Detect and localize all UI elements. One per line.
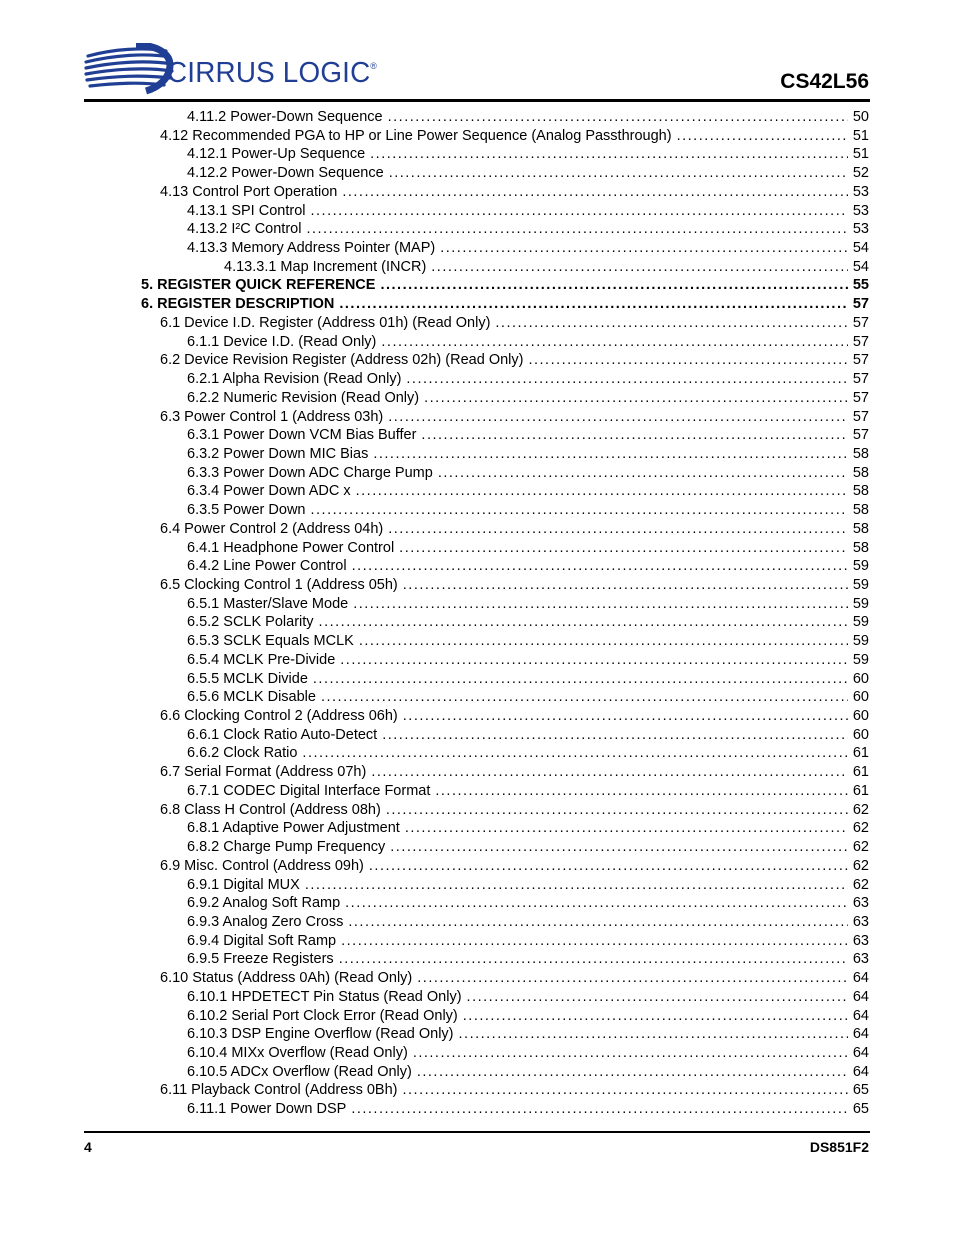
toc-dot-leader <box>321 688 848 706</box>
toc-entry-page: 58 <box>852 539 869 556</box>
toc-entry-page: 64 <box>852 1026 869 1043</box>
toc-dot-leader <box>353 595 848 613</box>
toc-entry[interactable] <box>187 144 869 163</box>
toc-dot-leader <box>306 220 848 238</box>
toc-entry-page: 54 <box>852 240 869 257</box>
toc-entry[interactable] <box>187 669 869 688</box>
toc-entry[interactable] <box>187 1024 869 1043</box>
toc-dot-leader <box>359 632 848 650</box>
toc-entry-page: 51 <box>852 127 869 144</box>
toc-entry-label: 6.10.2 Serial Port Clock Error (Read Only) <box>187 1007 458 1024</box>
toc-dot-leader <box>463 1007 848 1025</box>
toc-dot-leader <box>421 426 848 444</box>
toc-entry-label: 6.5 Clocking Control 1 (Address 05h) <box>160 577 398 593</box>
toc-dot-leader <box>369 857 848 875</box>
toc-entry-page: 59 <box>852 633 869 650</box>
toc-entry-page: 63 <box>852 895 869 912</box>
toc-dot-leader <box>319 613 848 631</box>
toc-entry[interactable] <box>141 294 869 313</box>
toc-entry-page: 60 <box>852 689 869 706</box>
toc-entry-label: 6.6 Clocking Control 2 (Address 06h) <box>160 708 398 725</box>
toc-dot-leader <box>438 464 848 482</box>
toc-entry-label: 6.11 Playback Control (Address 0Bh) <box>160 1082 398 1099</box>
toc-entry-label: 6.6.2 Clock Ratio <box>187 745 298 762</box>
toc-entry[interactable] <box>187 837 869 856</box>
toc-entry[interactable] <box>187 594 869 613</box>
toc-entry-page: 59 <box>852 651 869 668</box>
toc-dot-leader <box>495 314 848 332</box>
toc-entry-label: 4.13.1 SPI Control <box>187 202 306 219</box>
toc-entry-page: 64 <box>852 1007 869 1024</box>
toc-entry-page: 62 <box>852 801 869 818</box>
toc-dot-leader <box>370 145 848 163</box>
toc-entry-page: 57 <box>852 371 869 388</box>
toc-entry[interactable] <box>187 538 869 557</box>
toc-entry[interactable] <box>187 481 869 500</box>
toc-entry-label: 6.4.2 Line Power Control <box>187 558 347 575</box>
toc-entry-page: 58 <box>852 483 869 500</box>
toc-entry[interactable] <box>141 275 869 294</box>
toc-entry-page: 61 <box>852 782 869 799</box>
toc-entry-page: 50 <box>852 109 869 125</box>
toc-dot-leader <box>435 782 848 800</box>
toc-dot-leader <box>386 801 848 819</box>
toc-entry-page: 59 <box>852 595 869 612</box>
toc-entry[interactable] <box>160 762 869 781</box>
toc-entry-page: 59 <box>852 614 869 631</box>
toc-entry[interactable] <box>187 1006 869 1025</box>
toc-entry-label: 4.13 Control Port Operation <box>160 183 338 200</box>
toc-entry-page: 60 <box>852 726 869 743</box>
toc-entry-page: 55 <box>852 277 869 294</box>
toc-entry[interactable] <box>187 388 869 407</box>
toc-entry-page: 51 <box>852 146 869 163</box>
toc-entry-page: 57 <box>852 314 869 331</box>
toc-entry[interactable] <box>187 425 869 444</box>
page-number: 4 <box>84 1139 92 1155</box>
toc-entry[interactable] <box>187 781 869 800</box>
toc-entry-label: 6.5.6 MCLK Disable <box>187 689 316 706</box>
toc-entry-label: 6.8 Class H Control (Address 08h) <box>160 801 381 818</box>
toc-entry-label: 6.5.3 SCLK Equals MCLK <box>187 633 354 650</box>
toc-entry-label: 6.10.3 DSP Engine Overflow (Read Only) <box>187 1026 454 1043</box>
toc-dot-leader <box>389 164 848 182</box>
toc-entry[interactable] <box>160 182 869 201</box>
toc-entry-label: 4.12.1 Power-Up Sequence <box>187 146 366 163</box>
toc-dot-leader <box>431 258 848 276</box>
toc-entry[interactable] <box>187 1043 869 1062</box>
toc-entry-label: 6.10.5 ADCx Overflow (Read Only) <box>187 1063 412 1080</box>
toc-entry[interactable] <box>160 313 869 332</box>
toc-entry-page: 64 <box>852 1045 869 1061</box>
toc-entry-page: 63 <box>852 932 869 949</box>
toc-entry-label: 6.4 Power Control 2 (Address 04h) <box>160 520 384 537</box>
toc-entry-page: 57 <box>852 427 869 444</box>
toc-entry-label: 6.9.4 Digital Soft Ramp <box>187 932 337 949</box>
toc-entry[interactable] <box>187 912 869 931</box>
toc-entry-label: 6. REGISTER DESCRIPTION <box>141 296 335 313</box>
toc-entry[interactable] <box>187 818 869 837</box>
toc-entry-label: 6.3.1 Power Down VCM Bias Buffer <box>187 427 417 444</box>
toc-entry[interactable] <box>160 575 869 594</box>
toc-dot-leader <box>352 557 848 575</box>
toc-dot-leader <box>351 1100 848 1118</box>
toc-entry-page: 61 <box>852 745 869 762</box>
toc-entry-label: 4.12 Recommended PGA to HP or Line Power Sequence (Analog Passthrough) <box>160 127 672 144</box>
toc-dot-leader <box>356 482 848 500</box>
toc-entry-label: 6.7 Serial Format (Address 07h) <box>160 764 367 781</box>
document-title: CS42L56 <box>780 70 869 93</box>
toc-entry-label: 6.8.1 Adaptive Power Adjustment <box>187 820 400 837</box>
toc-entry-page: 58 <box>852 464 869 481</box>
toc-entry-label: 6.10 Status (Address 0Ah) (Read Only) <box>160 970 413 987</box>
toc-dot-leader <box>371 763 848 781</box>
toc-entry-label: 6.5.5 MCLK Divide <box>187 670 308 687</box>
toc-entry[interactable] <box>160 968 869 987</box>
toc-dot-leader <box>388 108 848 126</box>
toc-entry-label: 6.5.1 Master/Slave Mode <box>187 595 349 612</box>
toc-entry[interactable] <box>187 444 869 463</box>
toc-entry-page: 65 <box>852 1082 869 1099</box>
toc-dot-leader <box>417 1063 848 1081</box>
toc-entry-page: 57 <box>852 296 869 313</box>
toc-dot-leader <box>342 183 848 201</box>
toc-dot-leader <box>440 239 848 257</box>
toc-dot-leader <box>403 576 848 594</box>
toc-entry-page: 57 <box>852 352 869 369</box>
toc-entry-page: 58 <box>852 445 869 462</box>
toc-entry[interactable] <box>160 407 869 426</box>
toc-entry-label: 6.2 Device Revision Register (Address 02h) (Read Only) <box>160 352 524 369</box>
toc-entry[interactable] <box>160 126 869 145</box>
toc-entry[interactable] <box>187 931 869 950</box>
toc-entry-label: 6.7.1 CODEC Digital Interface Format <box>187 782 431 799</box>
toc-entry[interactable] <box>160 800 869 819</box>
toc-dot-leader <box>339 950 848 968</box>
toc-entry[interactable] <box>187 219 869 238</box>
toc-entry-page: 63 <box>852 913 869 930</box>
toc-entry-label: 6.9.5 Freeze Registers <box>187 951 334 968</box>
toc-entry[interactable] <box>160 350 869 369</box>
toc-entry-label: 6.5.4 MCLK Pre-Divide <box>187 651 336 668</box>
toc-entry-page: 54 <box>852 258 869 275</box>
toc-dot-leader <box>382 726 848 744</box>
toc-entry-label: 6.3.5 Power Down <box>187 502 306 519</box>
toc-entry[interactable] <box>187 556 869 575</box>
brand-wordmark <box>167 57 377 90</box>
toc-dot-leader <box>467 988 848 1006</box>
toc-entry[interactable] <box>187 612 869 631</box>
toc-entry[interactable] <box>187 949 869 968</box>
toc-dot-leader <box>677 127 848 145</box>
toc-dot-leader <box>528 351 848 369</box>
toc-entry-page: 62 <box>852 876 869 893</box>
toc-entry-page: 63 <box>852 951 869 968</box>
toc-dot-leader <box>341 932 848 950</box>
toc-entry[interactable] <box>187 687 869 706</box>
toc-entry-page: 61 <box>852 764 869 781</box>
toc-entry[interactable] <box>187 987 869 1006</box>
toc-entry-page: 57 <box>852 389 869 406</box>
toc-dot-leader <box>459 1025 848 1043</box>
toc-dot-leader <box>373 445 848 463</box>
toc-dot-leader <box>424 389 848 407</box>
toc-dot-leader <box>388 408 848 426</box>
toc-dot-leader <box>403 707 848 725</box>
toc-entry-page: 53 <box>852 183 869 200</box>
toc-entry-label: 6.10.4 MIXx Overflow (Read Only) <box>187 1045 408 1061</box>
toc-entry-label: 6.1 Device I.D. Register (Address 01h) (Read Only) <box>160 314 491 331</box>
toc-entry-label: 4.12.2 Power-Down Sequence <box>187 165 384 182</box>
toc-entry-page: 58 <box>852 520 869 537</box>
toc-dot-leader <box>390 838 848 856</box>
toc-entry[interactable] <box>187 631 869 650</box>
toc-entry[interactable] <box>187 1062 869 1081</box>
toc-entry-page: 59 <box>852 577 869 593</box>
toc-entry-label: 6.5.2 SCLK Polarity <box>187 614 314 631</box>
toc-entry-page: 53 <box>852 221 869 238</box>
toc-dot-leader <box>340 651 848 669</box>
document-id: DS851F2 <box>809 1139 869 1155</box>
toc-dot-leader <box>348 913 848 931</box>
toc-entry-label: 6.9.2 Analog Soft Ramp <box>187 895 341 912</box>
toc-entry[interactable] <box>187 893 869 912</box>
toc-dot-leader <box>345 894 848 912</box>
registered-mark: ® <box>370 61 377 71</box>
toc-entry[interactable] <box>187 107 869 126</box>
toc-dot-leader <box>413 1044 848 1062</box>
toc-entry-label: 6.11.1 Power Down DSP <box>187 1101 347 1118</box>
toc-dot-leader <box>310 501 848 519</box>
toc-entry[interactable] <box>187 725 869 744</box>
toc-dot-leader <box>313 670 848 688</box>
toc-entry[interactable] <box>187 163 869 182</box>
toc-entry-page: 58 <box>852 502 869 519</box>
cirrus-swoosh-icon <box>84 43 174 97</box>
toc-dot-leader <box>399 539 848 557</box>
toc-entry[interactable] <box>187 332 869 351</box>
toc-entry-page: 62 <box>852 839 869 856</box>
toc-entry-page: 57 <box>852 408 869 425</box>
toc-dot-leader <box>405 819 848 837</box>
toc-entry-label: 6.3 Power Control 1 (Address 03h) <box>160 408 384 425</box>
toc-entry[interactable] <box>187 369 869 388</box>
toc-entry-label: 6.3.2 Power Down MIC Bias <box>187 445 369 462</box>
toc-entry-page: 53 <box>852 202 869 219</box>
toc-entry-page: 62 <box>852 857 869 874</box>
toc-entry-page: 57 <box>852 333 869 350</box>
toc-dot-leader <box>406 370 848 388</box>
toc-entry-label: 4.13.3 Memory Address Pointer (MAP) <box>187 240 436 257</box>
header-rule <box>84 99 870 102</box>
toc-dot-leader <box>380 276 848 294</box>
toc-entry[interactable] <box>187 238 869 257</box>
toc-entry-label: 6.3.3 Power Down ADC Charge Pump <box>187 464 433 481</box>
footer-rule <box>84 1131 870 1133</box>
toc-entry[interactable] <box>160 519 869 538</box>
toc-entry-label: 4.11.2 Power-Down Sequence <box>187 109 383 125</box>
toc-entry-label: 6.10.1 HPDETECT Pin Status (Read Only) <box>187 988 462 1005</box>
toc-entry-label: 6.9 Misc. Control (Address 09h) <box>160 857 364 874</box>
toc-entry[interactable] <box>187 463 869 482</box>
toc-entry-label: 5. REGISTER QUICK REFERENCE <box>141 277 376 294</box>
toc-entry-label: 6.6.1 Clock Ratio Auto-Detect <box>187 726 378 743</box>
toc-entry-page: 64 <box>852 970 869 987</box>
toc-entry-page: 62 <box>852 820 869 837</box>
toc-entry-label: 6.2.1 Alpha Revision (Read Only) <box>187 371 402 388</box>
toc-dot-leader <box>302 744 848 762</box>
toc-entry-label: 6.9.3 Analog Zero Cross <box>187 913 344 930</box>
toc-entry-label: 6.4.1 Headphone Power Control <box>187 539 395 556</box>
toc-entry[interactable] <box>187 1099 869 1118</box>
toc-entry[interactable] <box>187 650 869 669</box>
toc-entry-page: 52 <box>852 165 869 182</box>
toc-entry-label: 4.13.3.1 Map Increment (INCR) <box>224 258 427 275</box>
toc-entry-page: 60 <box>852 708 869 725</box>
toc-dot-leader <box>311 202 849 220</box>
toc-entry-label: 6.1.1 Device I.D. (Read Only) <box>187 333 377 350</box>
toc-entry[interactable] <box>160 856 869 875</box>
toc-entry-label: 4.13.2 I²C Control <box>187 221 302 238</box>
toc-entry[interactable] <box>187 500 869 519</box>
toc-dot-leader <box>381 333 848 351</box>
toc-entry[interactable] <box>224 257 869 276</box>
toc-dot-leader <box>305 876 848 894</box>
toc-dot-leader <box>388 520 848 538</box>
toc-entry[interactable] <box>160 706 869 725</box>
toc-entry[interactable] <box>187 743 869 762</box>
toc-dot-leader <box>339 295 848 313</box>
toc-entry-label: 6.2.2 Numeric Revision (Read Only) <box>187 389 420 406</box>
toc-entry-page: 60 <box>852 670 869 687</box>
toc-entry-page: 64 <box>852 1063 869 1080</box>
toc-entry-page: 65 <box>852 1101 869 1118</box>
toc-entry-label: 6.8.2 Charge Pump Frequency <box>187 839 386 856</box>
toc-entry[interactable] <box>187 875 869 894</box>
toc-dot-leader <box>417 969 848 987</box>
toc-entry-page: 64 <box>852 988 869 1005</box>
toc-dot-leader <box>403 1081 849 1099</box>
toc-entry[interactable] <box>160 1080 869 1099</box>
toc-entry-label: 6.3.4 Power Down ADC x <box>187 483 351 500</box>
brand-name: CIRRUS LOGIC <box>167 57 371 89</box>
toc-entry[interactable] <box>187 201 869 220</box>
cirrus-logic-logo <box>84 43 384 97</box>
toc-entry-label: 6.9.1 Digital MUX <box>187 876 300 893</box>
toc-entry-page: 59 <box>852 558 869 575</box>
